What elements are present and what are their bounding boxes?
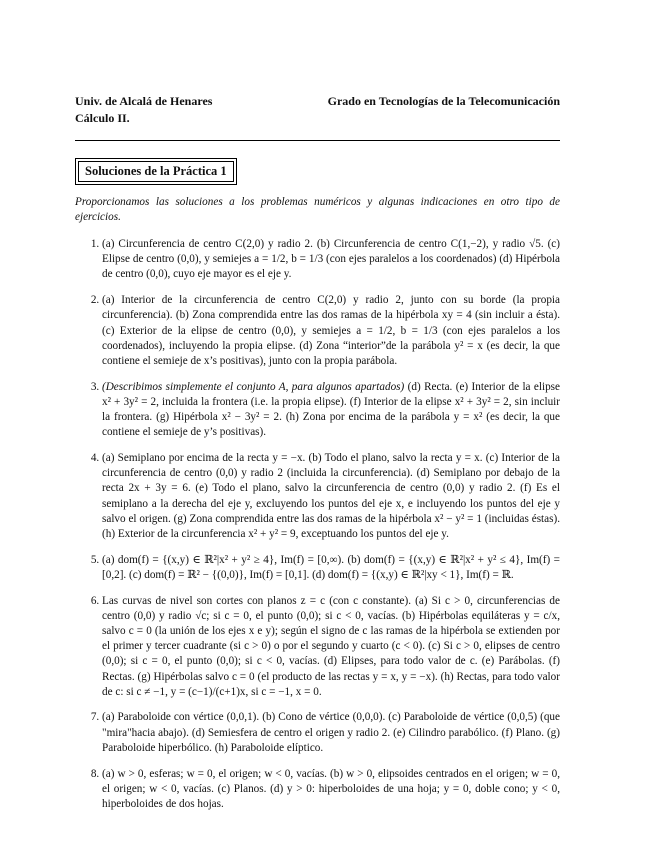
solution-text: (a) Interior de la circunferencia de centro C(2,0) y radio 2, junto con su borde (la propia circunferencia). (b) Zona comprendida entre las dos ramas de la hipérbola xy = 4 (sin incluir a ésta). (c) Exterior de la elipse de centro (0,0), y semiejes a = 1/2, b = 1/3 (con ejes paralelos a los coordenados), incluyendo la propia elipse. (d) Zona “interior”de la parábola y² = x (es decir, la que contiene el semieje de x’s positivas), junto con la propia parábola.	[102, 294, 560, 367]
solution-item-6	[102, 594, 560, 700]
solution-item-2	[102, 293, 560, 369]
solution-text: (a) Semiplano por encima de la recta y = −x. (b) Todo el plano, salvo la recta y = x. (c) Interior de la circunferencia de centro (0,0) y radio 2 (incluida la circunferencia). (d) Semiplano por debajo de la recta 2x + 3y = 6. (e) Todo el plano, salvo la circunferencia de centro (0,0) y radio 2. (f) Es el semiplano a la derecha del eje y, excluyendo los puntos del eje x, e incluyendo los puntos del eje y salvo el origen. (g) Zona comprendida entre las dos ramas de la hipérbola x² − y² = 1 (incluidas éstas). (h) Exterior de la circunferencia x² + y² = 9, exceptuando los puntos del eje y.	[102, 451, 560, 540]
solution-item-7	[102, 710, 560, 756]
solution-item-1	[102, 237, 560, 283]
solution-text: (a) dom(f) = {(x,y) ∈ ℝ²|x² + y² ≥ 4}, Im(f) = [0,∞). (b) dom(f) = {(x,y) ∈ ℝ²|x² + y² ≤ 4}, Im(f) = [0,2]. (c) dom(f) = ℝ² − {(0,0)}, Im(f) = [0,1]. (d) dom(f) = {(x,y) ∈ ℝ²|xy < 1}, Im(f) = ℝ.	[102, 553, 560, 581]
degree-name: Grado en Tecnologías de la Telecomunicación	[327, 94, 560, 108]
solution-item-3	[102, 380, 560, 441]
solution-item-8	[102, 767, 560, 813]
intro-paragraph: Proporcionamos las soluciones a los problemas numéricos y algunas indicaciones en otro tipo de ejercicios.	[75, 196, 560, 223]
solution-item-4	[102, 451, 560, 542]
header-left	[75, 93, 212, 126]
page-title: Soluciones de la Práctica 1	[78, 161, 234, 182]
solution-text: (a) Paraboloide con vértice (0,0,1). (b) Cono de vértice (0,0,0). (c) Paraboloide de vértice (0,0,5) (que "mira"hacia abajo). (d) Semiesfera de centro el origen y radio 2. (e) Cilindro parabólico. (f) Plano. (g) Paraboloide hiperbólico. (h) Paraboloide elíptico.	[102, 711, 560, 754]
solution-item-5	[102, 553, 560, 583]
solutions-list	[75, 237, 560, 812]
header-divider	[75, 140, 560, 141]
solution-text: Las curvas de nivel son cortes con planos z = c (con c constante). (a) Si c > 0, circunferencias de centro (0,0) y radio √c; si c = 0, el punto (0,0); si c < 0, vacías. (b) Hipérbolas equiláteras y = c/x, salvo c = 0 (la unión de los ejes x e y); según el signo de c las ramas de la hipérbola se extienden por el primer y tercer cuadrante (si c > 0) o por el segundo y cuarto (c < 0). (c) Si c > 0, elipses de centro (0,0); si c = 0, el punto (0,0); si c < 0, vacías. (d) Elipses, para todo valor de c. (e) Parábolas. (f) Rectas. (g) Hipérbolas salvo c = 0 (el producto de las rectas y = x, y = −x). (h) Rectas, para todo valor de c: si c ≠ −1, y = (c−1)/(c+1)x, si c = −1, x = 0.	[102, 594, 560, 698]
solution-lead: (Describimos simplemente el conjunto A, para algunos apartados)	[102, 380, 405, 393]
page	[75, 93, 560, 812]
title-box	[75, 158, 237, 185]
header	[75, 93, 560, 126]
solution-text: (a) Circunferencia de centro C(2,0) y radio 2. (b) Circunferencia de centro C(1,−2), y radio √5. (c) Elipse de centro (0,0), y semiejes a = 1/2, b = 1/3 (con ejes paralelos a los coordenados) (d) Hipérbola de centro (0,0), cuyo eje mayor es el eje y.	[102, 238, 560, 281]
solution-text: (d) Recta. (e) Interior de la elipse x² + 3y² = 2, incluida la frontera (i.e. la propia elipse). (f) Interior de la elipse x² + 3y² = 2, sin incluir la frontera. (g) Hipérbola x² − 3y² = 2. (h) Zona por encima de la parábola y = x² (es decir, la que contiene el semieje de y’s positivas).	[102, 380, 560, 439]
solution-text: (a) w > 0, esferas; w = 0, el origen; w < 0, vacías. (b) w > 0, elipsoides centrados en el origen; w = 0, el origen; w < 0, vacías. (c) Planos. (d) y > 0: hiperboloides de una hoja; y = 0, doble cono; y < 0, hiperboloides de dos hojas.	[102, 767, 560, 810]
university-name: Univ. de Alcalá de Henares	[75, 94, 213, 108]
course-name: Cálculo II.	[75, 111, 130, 125]
